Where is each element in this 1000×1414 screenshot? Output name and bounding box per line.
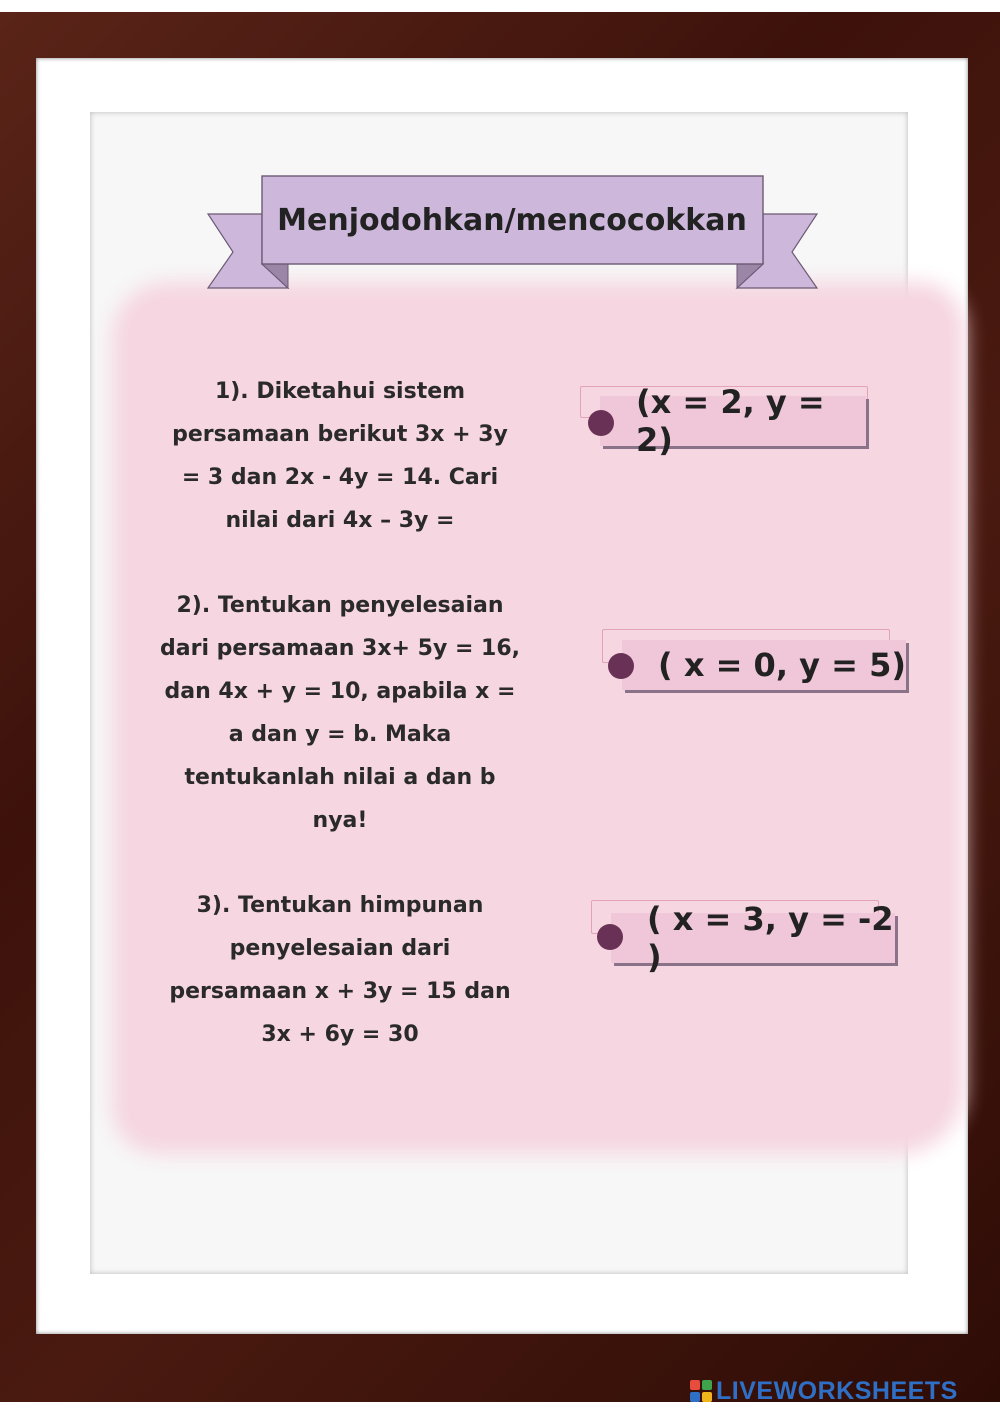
answer-card-3[interactable] <box>591 900 901 976</box>
answer-label-1: (x = 2, y = 2) <box>636 383 825 459</box>
answer-label-2: ( x = 0, y = 5) <box>658 646 906 684</box>
question-3: 3). Tentukan himpunan penyelesaian dari persamaan x + 3y = 15 dan 3x + 6y = 30 <box>169 893 511 1047</box>
question-1: 1). Diketahui sistem persamaan berikut 3x + 3y = 3 dan 2x - 4y = 14. Cari nilai dari 4x – 3y = <box>172 379 508 533</box>
question-2: 2). Tentukan penyelesaian dari persamaan 3x+ 5y = 16, dan 4x + y = 10, apabila x = a dan y = b. Maka tentukanlah nilai a dan b nya! <box>160 593 521 833</box>
liveworksheets-logo <box>690 1376 958 1406</box>
match-dot-1[interactable] <box>588 410 614 436</box>
answer-label-3: ( x = 3, y = -2 ) <box>647 900 894 976</box>
brand-name: LIVEWORKSHEETS <box>716 1376 958 1405</box>
match-dot-3[interactable] <box>597 924 623 950</box>
answer-tag-1[interactable] <box>600 383 866 459</box>
liveworksheets-icon <box>690 1380 712 1402</box>
answer-tag-2[interactable] <box>622 640 906 690</box>
answer-tag-3[interactable] <box>611 900 895 976</box>
match-dot-2[interactable] <box>608 653 634 679</box>
worksheet-title: Menjodohkan/mencocokkan <box>277 202 747 238</box>
answer-card-1[interactable] <box>580 383 890 459</box>
answer-card-2[interactable] <box>602 629 912 695</box>
